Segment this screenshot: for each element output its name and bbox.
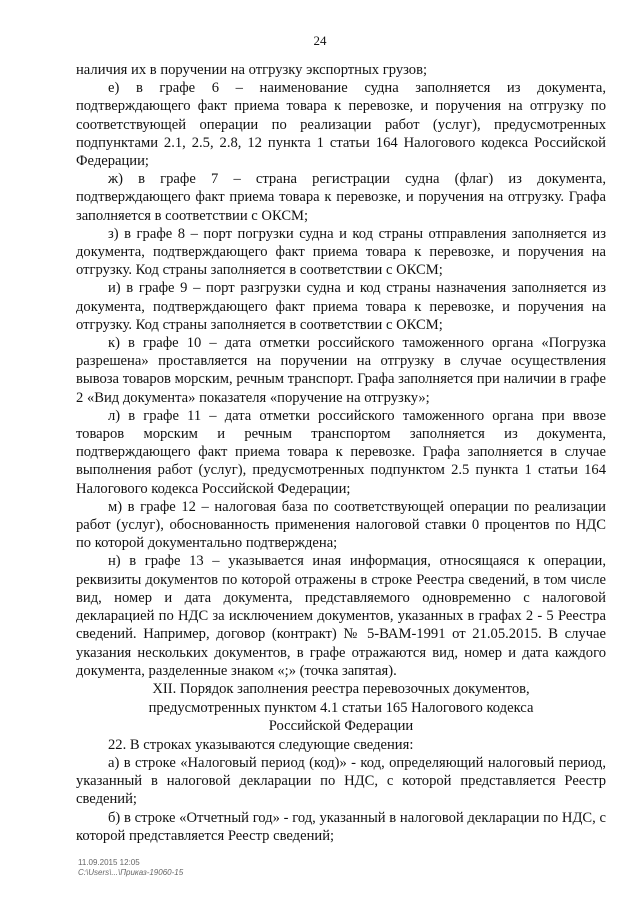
section-heading [76, 680, 606, 736]
document-body [76, 61, 606, 845]
paragraph: наличия их в поручении на отгрузку экспортных грузов; [76, 62, 428, 78]
section-heading-line: предусмотренных пунктом 4.1 статьи 165 Налогового кодекса [148, 699, 534, 716]
paragraph: а) в строке «Налоговый период (код)» - код, определяющий налоговый период, указанный в налоговой декларации по НДС, с которой представляется Реестр сведений; [76, 754, 606, 808]
paragraph: 22. В строках указываются следующие сведения: [108, 736, 414, 753]
footer-file-path: С:\Users\...\Приказ-19060-15 [78, 868, 184, 877]
paragraph: м) в графе 12 – налоговая база по соответствующей операции по реализации работ (услуг), обоснованность применения налоговой ставки 0 процентов по НДС по которой документально подтверждена; [76, 498, 606, 552]
paragraph: н) в графе 13 – указывается иная информация, относящаяся к операции, реквизиты документов по которой отражены в строке Реестра сведений, в том числе вид, номер и дата документа, представляемого одновременно с налоговой декларацией по НДС за исключением документов, указанных в графах 2 - 5 Реестра сведений. Например, договор (контракт) № 5-ВАМ-1991 от 21.05.2015. В случае указания нескольких документов, в графе отражаются вид, номер и дата каждого документа, разделенные знаком «;» (точка запятая). [76, 553, 606, 679]
footer-timestamp: 11.09.2015 12:05 [78, 858, 140, 867]
paragraph: и) в графе 9 – порт разгрузки судна и код страны назначения заполняется из документа, подтверждающего факт приема товара к перевозке, и поручения на отгрузку. Код страны заполняется в соответствии с ОКСМ; [76, 280, 606, 333]
section-heading-line: XII. Порядок заполнения реестра перевозочных документов, [152, 680, 530, 697]
page-number: 24 [313, 33, 327, 48]
document-footer [78, 858, 183, 878]
paragraph: б) в строке «Отчетный год» - год, указанный в налоговой декларации по НДС, с которой представляется Реестр сведений; [76, 809, 606, 844]
paragraph: з) в графе 8 – порт погрузки судна и код страны отправления заполняется из документа, подтверждающего факт приема товара к перевозке, и поручения на отгрузку. Код страны заполняется в соответствии с ОКСМ; [76, 225, 606, 279]
paragraph: е) в графе 6 – наименование судна заполняется из документа, подтверждающего факт приема товара к перевозке, и поручения на отгрузку по соответствующей операции по реализации работ (услуг), предусмотренных подпунктами 2.1, 2.5, 2.8, 12 пункта 1 статьи 164 Налогового кодекса Российской Федерации; [76, 80, 606, 170]
paragraph: ж) в графе 7 – страна регистрации судна (флаг) из документа, подтверждающего факт приема товара к перевозке, и поручения на отгрузку. Графа заполняется в соответствии с ОКСМ; [76, 171, 606, 224]
paragraph: л) в графе 11 – дата отметки российского таможенного органа при ввозе товаров морским и речным транспортом заполняется из документа, подтверждающего факт приема товара к перевозке. Графа заполняется в случае выполнения работ (услуг), предусмотренных подпунктом 2.5 пункта 1 статьи 164 Налогового кодекса Российской Федерации; [76, 407, 606, 497]
section-heading-line: Российской Федерации [268, 718, 414, 735]
paragraph: к) в графе 10 – дата отметки российского таможенного органа «Погрузка разрешена» проставляется на поручении на отгрузку в случае осуществления вывоза товаров морским, речным транспорт. Графа заполняется при наличии в графе 2 «Вид документа» показателя «поручение на отгрузку»; [76, 335, 606, 406]
